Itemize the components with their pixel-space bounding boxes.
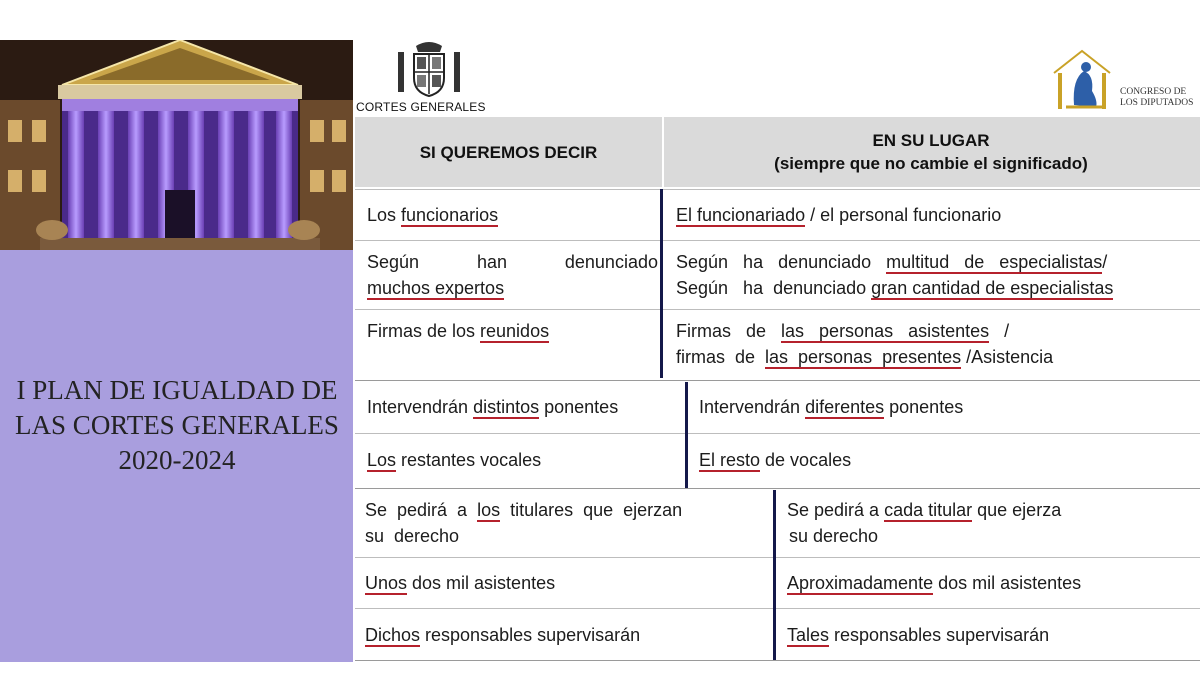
cell-left-line2 [367,275,662,301]
plan-cover [0,250,353,662]
text: responsables supervisarán [829,625,1050,645]
text: dos mil asistentes [407,573,556,593]
table-row [355,240,1200,309]
text: dos mil asistentes [933,573,1082,593]
cell-left-text [367,202,662,228]
table-row [355,433,1200,486]
congress-building-illustration [0,40,353,250]
congreso-label-line2: LOS DIPUTADOS [1120,98,1194,108]
underlined-term: diferentes [805,397,885,417]
cell-right-line1 [787,497,1199,523]
underlined-term: funcionarios [401,205,499,225]
cell-left-line2 [365,523,770,549]
cover-title-line1: I PLAN DE IGUALDAD DE [16,375,338,405]
underlined-term: muchos expertos [367,278,505,298]
column-divider [660,189,663,378]
congreso-diputados-logo [1048,45,1200,117]
text: Según [367,252,420,272]
column-divider [685,382,688,488]
block-separator [355,380,1200,381]
cell-left-line1 [367,249,658,275]
table-row [355,608,1200,661]
coat-of-arms-icon [394,40,464,98]
table-row [355,189,1200,240]
cell-left [367,241,662,309]
underlined-term: Aproximadamente [787,573,934,593]
block-separator [355,488,1200,489]
cover-title [0,373,353,478]
text: denunciado [564,252,658,272]
cell-left [367,382,687,432]
header-col-en-su-lugar [662,117,1200,187]
cell-left [365,490,770,556]
text: responsables supervisarán [420,625,641,645]
cover-title-years: 2020-2024 [118,445,236,475]
header-col1-text: SI QUEREMOS DECIR [419,142,598,162]
table-row [355,490,1200,556]
underlined-term: gran cantidad de especialistas [871,278,1114,298]
text: de vocales [760,450,852,470]
text: ponentes [539,397,619,417]
cell-left-text [367,394,687,420]
underlined-term: multitud de especialistas [886,252,1103,272]
congreso-emblem-icon [1048,45,1118,115]
cell-left [365,609,770,661]
cell-right-line2 [787,523,1199,549]
text: Intervendrán [699,397,806,417]
underlined-term: El resto [699,450,761,470]
underlined-term: Dichos [365,625,421,645]
cell-right-text [676,202,1200,228]
text: Firmas de [676,321,782,341]
cortes-generales-logo [356,40,501,116]
underlined-term: reunidos [480,321,550,341]
text: Según ha denunciado [676,278,872,298]
cell-right [676,310,1200,378]
table-row [355,557,1200,608]
text: titulares que ejerzan [500,500,683,520]
table-header [355,117,1200,187]
cell-right-text [787,622,1199,648]
cell-left-text [367,447,687,473]
cover-panel [0,40,353,662]
text: restantes vocales [396,450,542,470]
table-row [355,382,1200,432]
text: que ejerza [972,500,1062,520]
cell-right [676,190,1200,240]
cell-left [367,310,662,378]
cell-right [676,241,1200,309]
cover-title-line2: LAS CORTES GENERALES [15,410,339,440]
text: su derecho [365,526,460,546]
cell-left-text [367,318,662,344]
text: Los [367,205,402,225]
cell-left [365,558,770,608]
congreso-diputados-label [1120,87,1200,109]
text: firmas de [676,347,766,367]
cell-right-line2 [676,344,1200,370]
cell-left [367,190,662,240]
header-col2-line2: (siempre que no cambie el significado) [774,154,1088,173]
table-bottom-border [355,660,1200,661]
text: Firmas de los [367,321,481,341]
underlined-term: distintos [473,397,540,417]
header-col2-line1: EN SU LUGAR [872,131,990,150]
text: Según ha denunciado [676,252,887,272]
text: / [989,321,1010,341]
underlined-term: El funcionariado [676,205,806,225]
text: Intervendrán [367,397,474,417]
underlined-term: Tales [787,625,830,645]
parliament-photo [0,40,353,250]
text: su derecho [789,526,879,546]
header-col-si-queremos-decir [355,117,662,187]
text: Se pedirá a [787,500,885,520]
underlined-term: cada titular [884,500,973,520]
text: han [476,252,507,272]
cell-left-text [365,622,770,648]
column-divider [773,490,776,660]
cell-right-text [699,447,1199,473]
text: / el personal funcionario [805,205,1002,225]
cell-right [787,609,1199,661]
underlined-term: los [477,500,501,520]
congreso-label-line1: CONGRESO DE [1120,87,1187,97]
cell-left-text [365,570,770,596]
underlined-term: Los [367,450,397,470]
cell-right-line1 [676,249,1200,275]
cortes-generales-label: CORTES GENERALES [356,100,486,114]
table-row [355,309,1200,378]
underlined-term: Unos [365,573,408,593]
text: Se pedirá a [365,500,478,520]
cell-right [699,382,1199,432]
cell-right [699,434,1199,486]
cell-right-line1 [676,318,1200,344]
underlined-term: las personas presentes [765,347,962,367]
cell-right [787,558,1199,608]
cell-right-line2 [676,275,1200,301]
cell-right [787,490,1199,556]
cell-right-text [699,394,1199,420]
cell-right-text [787,570,1199,596]
text: ponentes [884,397,964,417]
text: /Asistencia [961,347,1054,367]
cell-left-line1 [365,497,770,523]
underlined-term: las personas asistentes [781,321,990,341]
text: / [1102,252,1108,272]
cell-left [367,434,687,486]
